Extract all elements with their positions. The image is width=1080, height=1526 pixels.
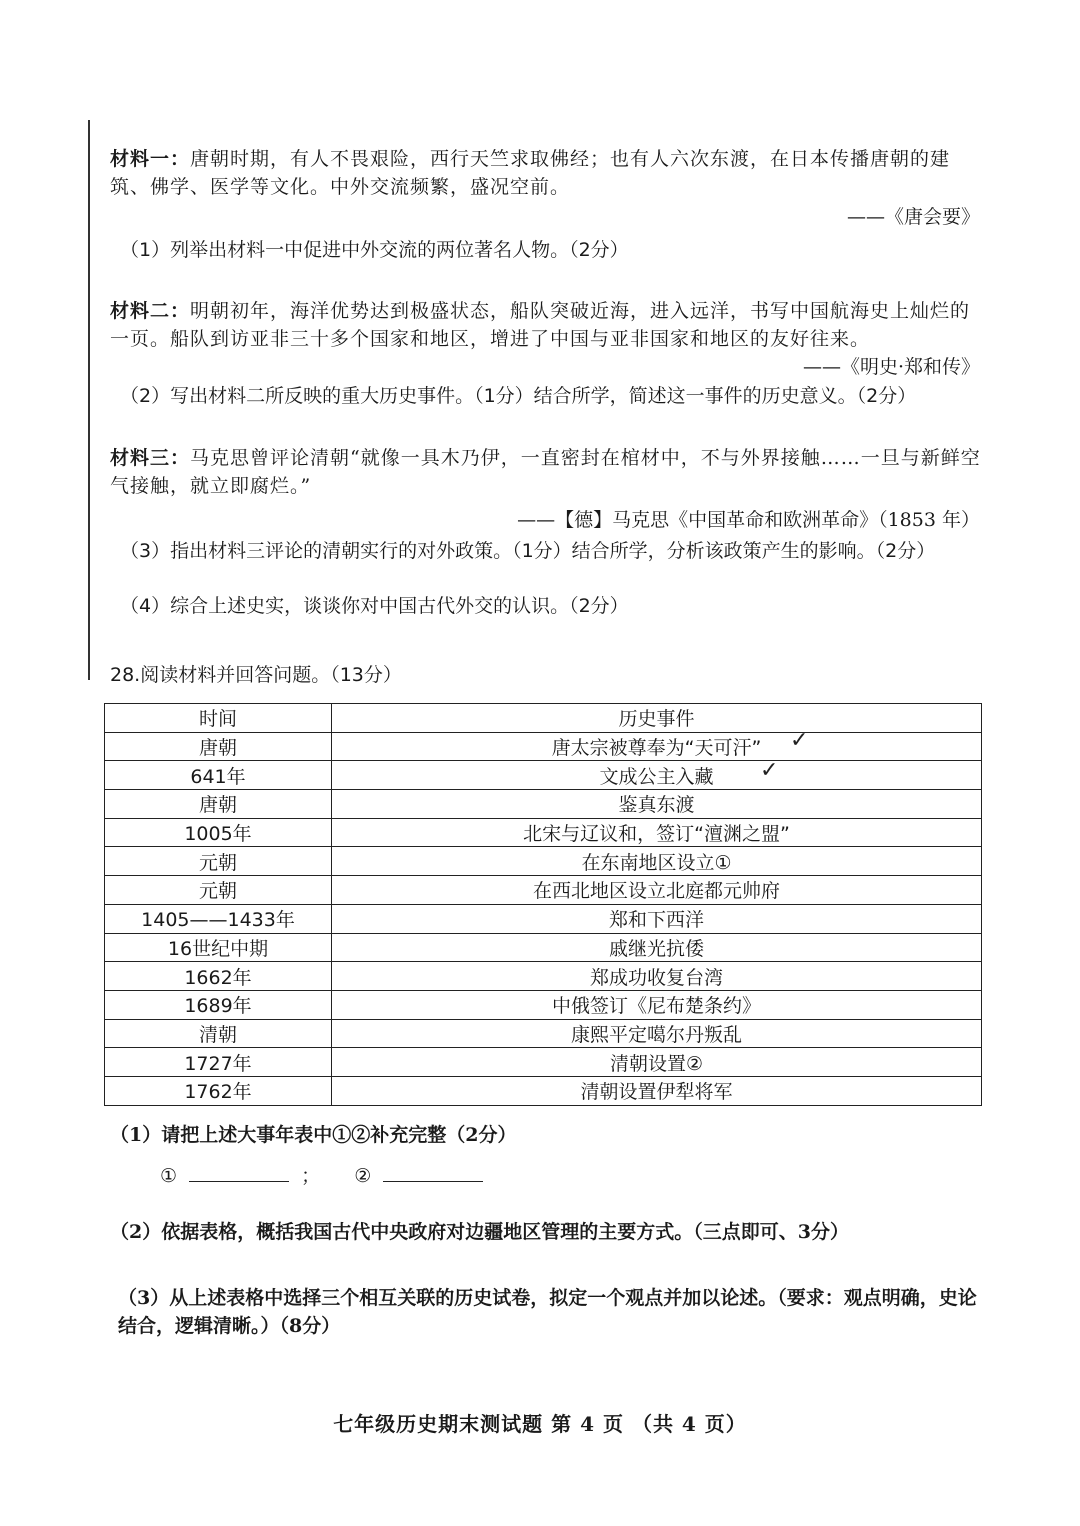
- cell-time: 16世纪中期: [105, 933, 332, 962]
- blank-separator: ；: [301, 1165, 321, 1187]
- material-2: [110, 297, 990, 353]
- cell-time: 元朝: [105, 847, 332, 876]
- material-1-label: 材料一：: [110, 148, 191, 170]
- question-28-sub-1: （1）请把上述大事年表中①②补充完整（2分）: [110, 1124, 517, 1146]
- cell-event: 康熙平定噶尔丹叛乱: [332, 1019, 982, 1048]
- material-3-text: 马克思曾评论清朝“就像一具木乃伊，一直密封在棺材中，不与外界接触……一旦与新鲜空气接触，就立即腐烂。”: [110, 447, 981, 497]
- material-1-source: ——《唐会要》: [846, 206, 980, 228]
- material-2-source: ——《明史·郑和传》: [802, 356, 980, 378]
- cell-event: 郑成功收复台湾: [332, 962, 982, 991]
- cell-event: 中俄签订《尼布楚条约》: [332, 990, 982, 1019]
- question-2: （2）写出材料二所反映的重大历史事件。（1分）结合所学，简述这一事件的历史意义。（2分）: [120, 385, 917, 407]
- check-mark-icon: ✓: [760, 758, 779, 783]
- table-row: [105, 1019, 982, 1048]
- question-3: （3）指出材料三评论的清朝实行的对外政策。（1分）结合所学，分析该政策产生的影响。（2分）: [120, 540, 936, 562]
- question-1: （1）列举出材料一中促进中外交流的两位著名人物。（2分）: [120, 239, 629, 261]
- table-row: [105, 962, 982, 991]
- cell-event: 戚继光抗倭: [332, 933, 982, 962]
- cell-event: 在西北地区设立北庭都元帅府: [332, 876, 982, 905]
- events-table: [104, 703, 982, 1106]
- material-1-text: 唐朝时期，有人不畏艰险，西行天竺求取佛经；也有人六次东渡，在日本传播唐朝的建筑、佛学、医学等文化。中外交流频繁，盛况空前。: [110, 148, 951, 198]
- table-row: [105, 933, 982, 962]
- header-time: 时间: [105, 704, 332, 733]
- cell-event: 鉴真东渡: [332, 790, 982, 819]
- answer-blanks: [160, 1162, 1040, 1190]
- material-3: [110, 444, 990, 500]
- blank-2-label: ②: [354, 1165, 372, 1187]
- cell-event: 清朝设置伊犁将军: [332, 1076, 982, 1105]
- cell-time: 641年: [105, 761, 332, 790]
- cell-event: 文成公主入藏: [332, 761, 982, 790]
- question-28-sub-3: （3）从上述表格中选择三个相互关联的历史试卷，拟定一个观点并加以论述。（要求：观点明确，史论结合，逻辑清晰。）（8分）: [118, 1287, 977, 1337]
- page-footer: 七年级历史期末测试题 第 4 页 （共 4 页）: [333, 1412, 747, 1436]
- table-row: [105, 990, 982, 1019]
- cell-event: 清朝设置②: [332, 1048, 982, 1077]
- blank-2-line[interactable]: [383, 1181, 483, 1182]
- material-2-label: 材料二：: [110, 300, 191, 322]
- material-2-text: 明朝初年，海洋优势达到极盛状态，船队突破近海，进入远洋，书写中国航海史上灿烂的一页。船队到访亚非三十多个国家和地区，增进了中国与亚非国家和地区的友好往来。: [110, 300, 971, 350]
- cell-event: 在东南地区设立①: [332, 847, 982, 876]
- table-header-row: [105, 704, 982, 733]
- table-row: [105, 761, 982, 790]
- cell-event: 郑和下西洋: [332, 904, 982, 933]
- table-row: [105, 847, 982, 876]
- header-event: 历史事件: [332, 704, 982, 733]
- cell-time: 清朝: [105, 1019, 332, 1048]
- blank-1-label: ①: [160, 1165, 178, 1187]
- cell-time: 1762年: [105, 1076, 332, 1105]
- question-4: （4）综合上述史实，谈谈你对中国古代外交的认识。（2分）: [120, 595, 629, 617]
- question-28-sub-2: （2）依据表格，概括我国古代中央政府对边疆地区管理的主要方式。（三点即可、3分）: [110, 1221, 849, 1243]
- material-1: [110, 145, 990, 201]
- material-3-source: ——【德】马克思《中国革命和欧洲革命》（1853 年）: [517, 509, 980, 531]
- check-mark-icon: ✓: [790, 728, 809, 753]
- table-row: [105, 790, 982, 819]
- blank-1-line[interactable]: [189, 1181, 289, 1182]
- material-3-label: 材料三：: [110, 447, 191, 469]
- cell-time: 唐朝: [105, 790, 332, 819]
- cell-event: 北宋与辽议和，签订“澶渊之盟”: [332, 818, 982, 847]
- table-row: [105, 732, 982, 761]
- cell-time: 元朝: [105, 876, 332, 905]
- cell-time: 唐朝: [105, 732, 332, 761]
- cell-time: 1689年: [105, 990, 332, 1019]
- table-row: [105, 876, 982, 905]
- cell-time: 1005年: [105, 818, 332, 847]
- cell-time: 1727年: [105, 1048, 332, 1077]
- table-row: [105, 818, 982, 847]
- binding-margin-line: [88, 120, 90, 680]
- cell-time: 1662年: [105, 962, 332, 991]
- table-row: [105, 904, 982, 933]
- cell-event: 唐太宗被尊奉为“天可汗”: [332, 732, 982, 761]
- table-row: [105, 1076, 982, 1105]
- cell-time: 1405——1433年: [105, 904, 332, 933]
- question-28-title: 28.阅读材料并回答问题。（13分）: [110, 664, 402, 686]
- table-row: [105, 1048, 982, 1077]
